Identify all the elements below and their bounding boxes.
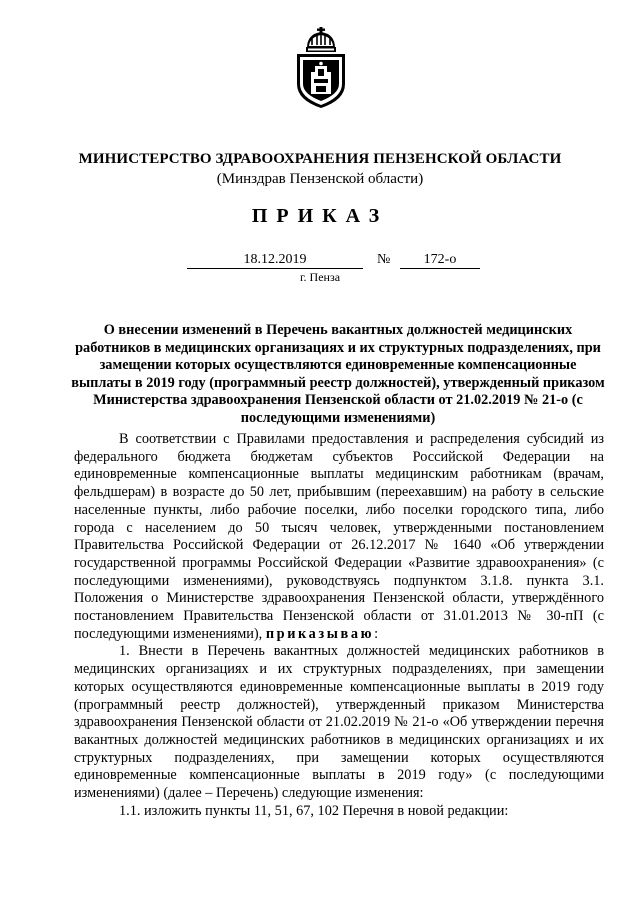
order-keyword: приказываю xyxy=(265,625,375,642)
preamble-text: В соответствии с Правилами предоставления и распределения субсидий из федерального бюджета бюджетам субъектов Российской Федерации на единовременные компенсационные выплаты медицинским работникам (врачам, фельдшерам) в возрасте до 50 лет, прибывшим (переехавшим) на работу в сельские населенные пункты, либо рабочие поселки, либо поселки городского типа, либо города с населением до 50 тысяч человек, утвержденными постановлением Правительства Российской Федерации от 26.12.2017 № 1640 «Об утверждении государственной программы Российской Федерации «Развитие здравоохранения» (с последующими изменениями), руководствуясь подпунктом 3.1.8. пункта 3.1. Положения о Министерстве здравоохранения Пензенской области, утверждённого постановлением Правительства Пензенской области от 31.01.2013 № 30-пП (с последующими изменениями), xyxy=(74,431,604,642)
number-sign: № xyxy=(377,252,391,267)
preamble-end: : xyxy=(374,625,379,642)
paragraph-item-1: 1. Внести в Перечень вакантных должностей медицинских работников в медицинских организациях и их структурных подразделениях, при замещении которых осуществляются единовременные компенсационные выплаты в 2019 году (программный реестр должностей), утвержденный приказом Министерства здравоохранения Пензенской области от 21.02.2019 № 21-о «Об утверждении перечня вакантных должностей медицинских работников в медицинских организациях и их структурных подразделениях, при замещении которых осуществляются единовременные компенсационные выплаты в 2019 году» (с последующими изменениями) (далее – Перечень) следующие изменения: xyxy=(74,643,604,802)
document-type-title: ПРИКАЗ xyxy=(251,205,389,227)
document-date: 18.12.2019 xyxy=(187,252,363,269)
document-city: г. Пенза xyxy=(299,270,341,284)
paragraph-preamble xyxy=(74,431,604,643)
coat-of-arms-emblem xyxy=(293,26,349,110)
paragraph-item-1-1: 1.1. изложить пункты 11, 51, 67, 102 Перечня в новой редакции: xyxy=(119,802,509,819)
order-subject: О внесении изменений в Перечень вакантных должностей медицинских работников в медицинских организациях и их структурных подразделениях, при замещении которых осуществляются единовременные компенсационные выплаты в 2019 году (программный реестр должностей), утвержденный приказом Министерства здравоохранения Пензенской области от 21.02.2019 № 21-о (с последующими изменениями) xyxy=(71,322,605,426)
order-body xyxy=(74,431,604,820)
ministry-short-name: (Минздрав Пензенской области) xyxy=(216,171,424,187)
ministry-name: МИНИСТЕРСТВО ЗДРАВООХРАНЕНИЯ ПЕНЗЕНСКОЙ ОБЛАСТИ xyxy=(78,151,562,167)
document-number: 172-о xyxy=(400,252,480,269)
